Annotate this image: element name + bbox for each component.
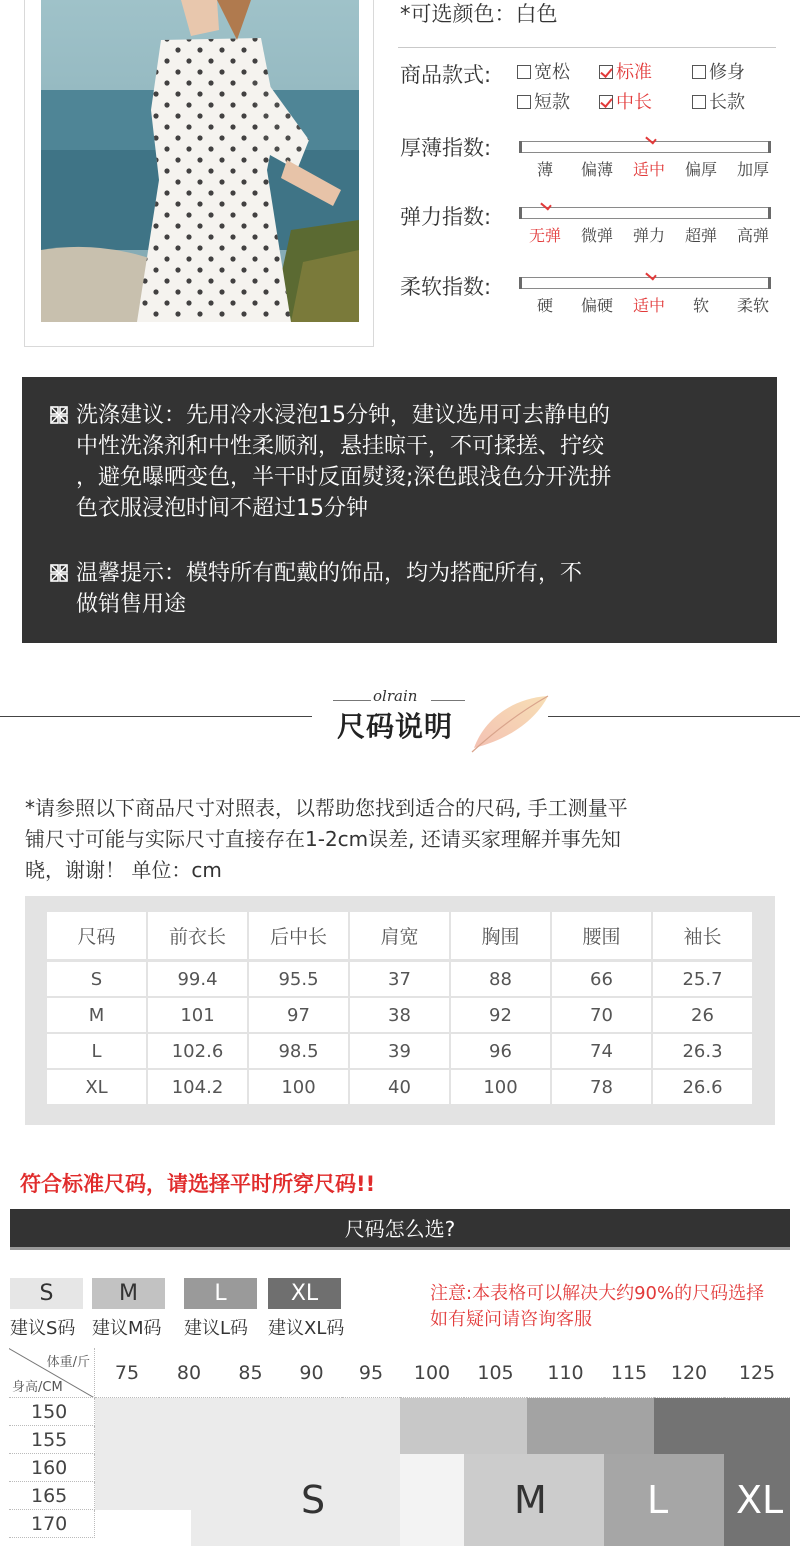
zone-blank [95,1510,191,1546]
note-line: *请参照以下商品尺寸对照表，以帮助您找到适合的尺码, 手工测量平 [25,796,628,820]
table-cell: L [47,1032,146,1068]
checkbox-icon [692,95,706,109]
selected-check-icon [540,199,552,210]
wash-advice [76,400,716,524]
table-header: 胸围 [451,912,550,960]
table-cell: S [47,960,146,996]
table-cell: M [47,996,146,1032]
height-header-cell: 160 [9,1454,95,1482]
weight-header-cell: 75 [95,1348,159,1398]
table-cell: 101 [148,996,247,1032]
table-cell: 92 [451,996,550,1032]
size-chip-s: S [10,1278,83,1309]
table-row [47,1032,752,1068]
zone-l-upper [527,1398,654,1454]
table-cell: 70 [552,996,651,1032]
table-cell: 37 [350,960,449,996]
wash-line: ，避免曝晒变色，半干时反面熨烫;深色跟浅色分开洗拼 [76,465,612,490]
size-chip-caption: 建议S码 [10,1318,76,1339]
tip-line: 温馨提示：模特所有配戴的饰品，均为搭配所有，不 [76,561,583,586]
feather-icon [468,690,552,754]
softness-scale-labels: 硬 偏硬 适中 软 柔软 [536,296,769,315]
style-option-short[interactable]: 短款 [517,91,570,115]
height-header-cell: 170 [9,1510,95,1538]
bullet-icon [50,564,68,582]
style-option-loose[interactable]: 宽松 [517,61,570,85]
table-cell: 78 [552,1068,651,1104]
elasticity-label: 弹力指数: [400,205,492,229]
table-cell: 95.5 [249,960,348,996]
softness-label: 柔软指数: [400,275,492,299]
table-cell: 97 [249,996,348,1032]
hint-line: 如有疑问请咨询客服 [430,1309,592,1330]
table-cell: 96 [451,1032,550,1068]
table-cell: 26.6 [653,1068,752,1104]
elasticity-scale-bar [519,207,771,219]
zone-label-s: S [301,1478,326,1522]
weight-header-cell: 90 [281,1348,342,1398]
weight-header-cell: 120 [654,1348,724,1398]
table-header: 后中长 [249,912,348,960]
zone-xl-upper [654,1398,790,1454]
divider [398,47,776,48]
divider-right [548,716,800,717]
wash-line: 中性洗涤剂和中性柔顺剂，悬挂晾干，不可揉搓、拧绞 [76,434,605,459]
size-note [25,793,777,886]
table-cell: 104.2 [148,1068,247,1104]
size-chip-caption: 建议M码 [92,1318,162,1339]
table-cell: 100 [451,1068,550,1104]
size-recommend-grid [9,1348,790,1546]
table-cell: 74 [552,1032,651,1068]
weight-header-cell: 80 [158,1348,220,1398]
thickness-scale-labels: 薄 偏薄 适中 偏厚 加厚 [536,160,769,179]
table-cell: 40 [350,1068,449,1104]
table-cell: 39 [350,1032,449,1068]
note-line: 铺尺寸可能与实际尺寸直接存在1-2cm误差, 还请买家理解并事先知 [25,827,621,851]
size-chip-caption: 建议XL码 [268,1318,345,1339]
zone-label-m: M [514,1478,547,1522]
size-chip-caption: 建议L码 [184,1318,249,1339]
zone-label-xl: XL [736,1478,784,1522]
grid-corner [9,1348,95,1398]
size-recommend-note: 符合标准尺码，请选择平时所穿尺码!! [20,1172,376,1196]
size-chip-m: M [92,1278,165,1309]
zone-label-l: L [647,1478,669,1522]
tip-line: 做销售用途 [76,592,187,617]
style-option-slim[interactable]: 修身 [692,61,745,85]
thickness-scale-bar [519,141,771,153]
care-instructions-panel [22,377,777,643]
wash-line: 洗涤建议：先用冷水浸泡15分钟，建议选用可去静电的 [76,403,610,428]
weight-header-cell: 105 [464,1348,527,1398]
style-option-long[interactable]: 长款 [692,91,745,115]
zone-s-tail [400,1454,464,1546]
checkbox-checked-icon [599,95,613,109]
weight-header-cell: 100 [400,1348,464,1398]
table-row [47,996,752,1032]
weight-header-cell: 110 [527,1348,604,1398]
weight-header-cell: 95 [342,1348,400,1398]
checkbox-icon [517,95,531,109]
table-cell: 25.7 [653,960,752,996]
table-cell: 26.3 [653,1032,752,1068]
bullet-icon [50,406,68,424]
table-cell: 38 [350,996,449,1032]
height-header-cell: 155 [9,1426,95,1454]
warm-tip [76,558,716,620]
table-cell: 100 [249,1068,348,1104]
weight-axis-label: 体重/斤 [46,1355,90,1370]
size-table-container [25,896,775,1125]
thickness-label: 厚薄指数: [400,136,492,160]
table-header: 袖长 [653,912,752,960]
table-cell: 88 [451,960,550,996]
size-chip-l: L [184,1278,257,1309]
how-to-choose-bar: 尺码怎么选? [10,1209,790,1250]
weight-header-cell: 85 [220,1348,281,1398]
size-section-title: 尺码说明 [337,710,454,743]
style-option-mid[interactable]: 中长 [599,91,652,115]
size-table [45,912,754,1104]
note-line: 晓，谢谢！ 单位：cm [25,858,222,882]
table-cell: 102.6 [148,1032,247,1068]
size-chip-xl: XL [268,1278,341,1309]
table-cell: XL [47,1068,146,1104]
weight-header-cell: 115 [604,1348,654,1398]
style-option-standard[interactable]: 标准 [599,61,652,85]
table-cell: 26 [653,996,752,1032]
table-cell: 99.4 [148,960,247,996]
table-row [47,960,752,996]
hint-line: 注意:本表格可以解决大约90%的尺码选择 [430,1283,765,1304]
brand-rule [431,700,465,701]
selected-check-icon [645,133,657,144]
height-header-cell: 150 [9,1398,95,1426]
selected-check-icon [645,269,657,280]
zone-m-upper [400,1398,527,1454]
table-header: 肩宽 [350,912,449,960]
table-header: 尺码 [47,912,146,960]
style-label: 商品款式: [400,63,492,87]
table-row [47,1068,752,1104]
product-photo [41,0,359,322]
brand-rule [333,700,371,701]
table-header-row [47,912,752,960]
table-header: 腰围 [552,912,651,960]
checkbox-icon [692,65,706,79]
softness-scale-bar [519,277,771,289]
wash-line: 色衣服浸泡时间不超过15分钟 [76,496,368,521]
table-header: 前衣长 [148,912,247,960]
color-option-text: *可选颜色：白色 [400,2,558,26]
table-cell: 98.5 [249,1032,348,1068]
height-axis-label: 身高/CM [12,1380,63,1395]
height-header-cell: 165 [9,1482,95,1510]
divider-left [0,716,312,717]
size-hint [430,1281,764,1333]
weight-header-cell: 125 [724,1348,790,1398]
checkbox-checked-icon [599,65,613,79]
elasticity-scale-labels: 无弹 微弹 弹力 超弹 高弹 [528,226,769,245]
brand-logo: olrain [373,687,418,705]
checkbox-icon [517,65,531,79]
table-cell: 66 [552,960,651,996]
